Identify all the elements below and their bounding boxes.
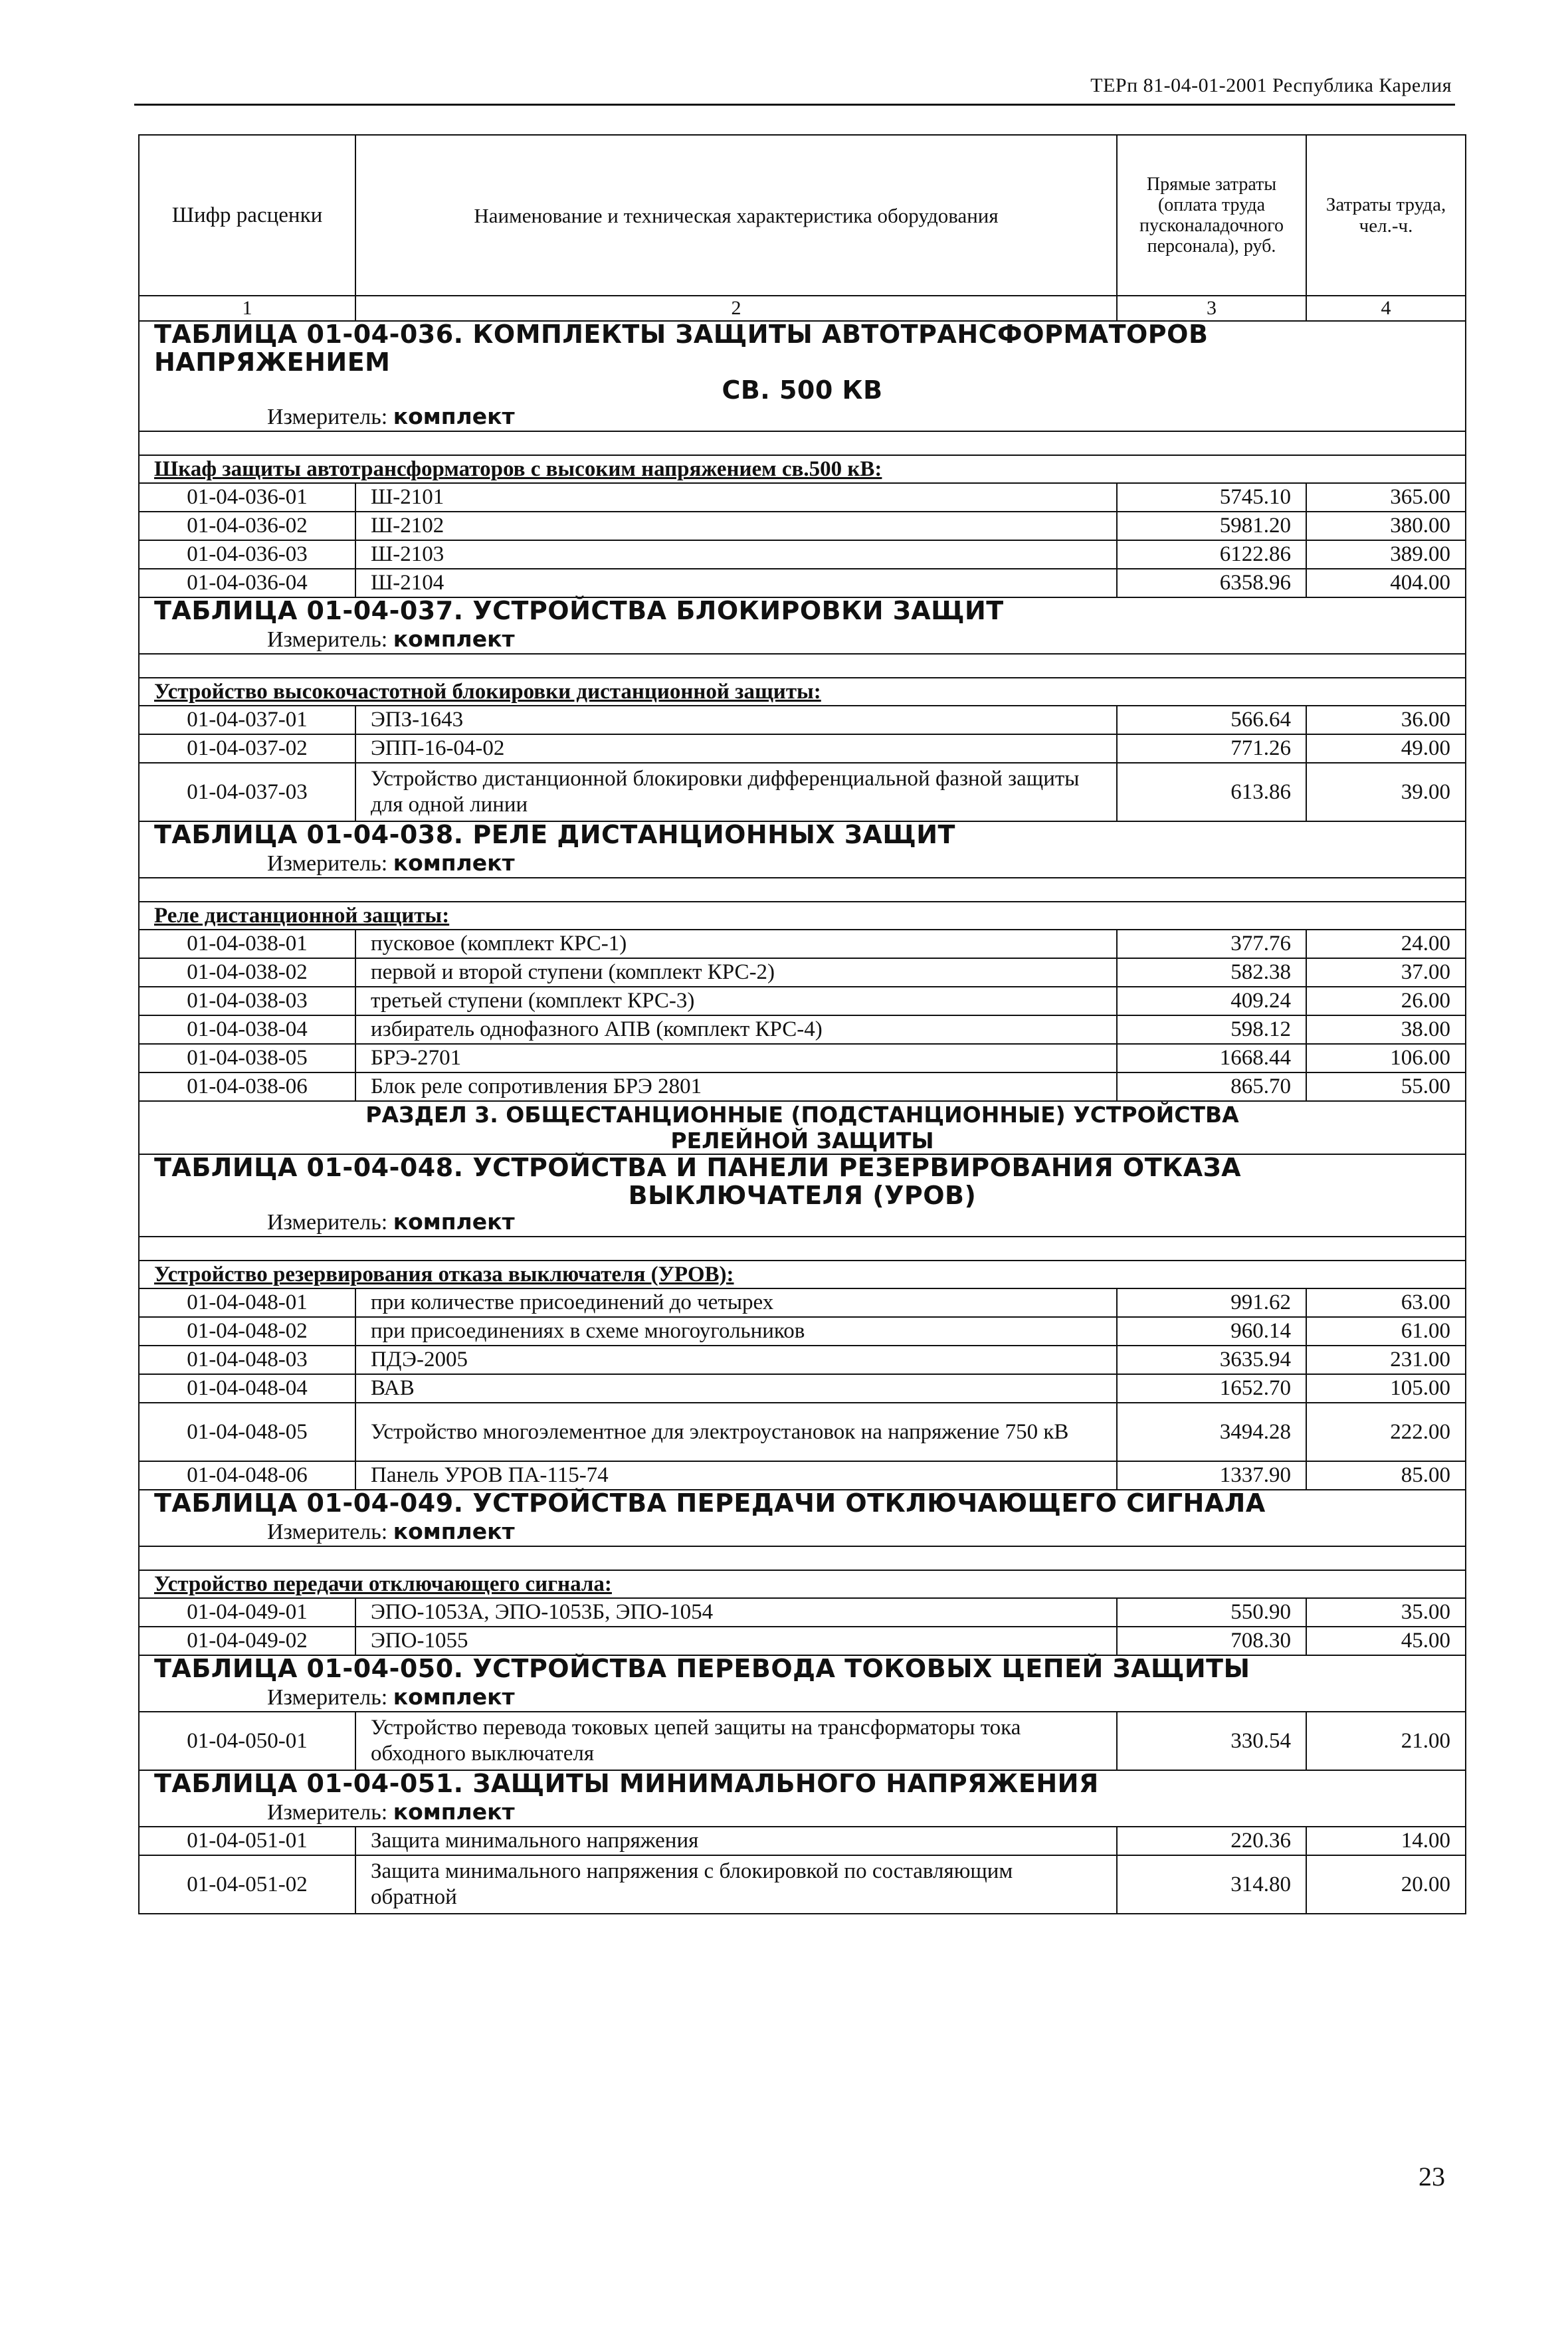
table-title: ТАБЛИЦА 01-04-038. РЕЛЕ ДИСТАНЦИОННЫХ ЗАЩИТ: [154, 820, 955, 849]
table-row: [139, 987, 1466, 1015]
table-subheading: Устройство высокочастотной блокировки дистанционной защиты:: [139, 678, 1466, 706]
table-title: ТАБЛИЦА 01-04-049. УСТРОЙСТВА ПЕРЕДАЧИ ОТКЛЮЧАЮЩЕГО СИГНАЛА: [154, 1488, 1266, 1518]
table-caption-row: [139, 1154, 1466, 1237]
row-name: БРЭ-2701: [355, 1044, 1117, 1072]
table-title: ТАБЛИЦА 01-04-036. КОМПЛЕКТЫ ЗАЩИТЫ АВТОТРАНСФОРМАТОРОВ НАПРЯЖЕНИЕМ: [154, 320, 1209, 377]
row-labor: 231.00: [1306, 1346, 1466, 1374]
row-labor: 106.00: [1306, 1044, 1466, 1072]
row-name: Ш-2104: [355, 569, 1117, 597]
table-subheading: Шкаф защиты автотрансформаторов с высоким напряжением св.500 кВ:: [139, 455, 1466, 483]
row-cost: 550.90: [1117, 1598, 1306, 1627]
measure-unit: комплект: [393, 850, 515, 876]
row-cost: 708.30: [1117, 1627, 1306, 1655]
row-cost: 566.64: [1117, 706, 1306, 734]
row-cost: 3494.28: [1117, 1403, 1306, 1461]
row-code: 01-04-036-03: [139, 540, 355, 569]
row-cost: 960.14: [1117, 1317, 1306, 1346]
row-cost: 5745.10: [1117, 483, 1306, 512]
table-title: ТАБЛИЦА 01-04-051. ЗАЩИТЫ МИНИМАЛЬНОГО НАПРЯЖЕНИЯ: [154, 1769, 1099, 1798]
row-name: при количестве присоединений до четырех: [355, 1288, 1117, 1317]
row-name: ВАВ: [355, 1374, 1117, 1403]
row-labor: 63.00: [1306, 1288, 1466, 1317]
table-row: [139, 706, 1466, 734]
row-cost: 3635.94: [1117, 1346, 1306, 1374]
row-cost: 220.36: [1117, 1827, 1306, 1855]
table-row: [139, 1461, 1466, 1490]
row-cost: 865.70: [1117, 1072, 1306, 1101]
measure-label: Измеритель: комплект: [267, 1518, 515, 1544]
table-row: [139, 1712, 1466, 1770]
row-labor: 380.00: [1306, 512, 1466, 540]
row-name: пусковое (комплект КРС-1): [355, 930, 1117, 958]
table-row: [139, 734, 1466, 763]
table-caption: [139, 1655, 1466, 1712]
table-title-continued: СВ. 500 КВ: [722, 375, 883, 405]
row-cost: 582.38: [1117, 958, 1306, 987]
table-caption-row: [139, 821, 1466, 878]
row-name: при присоединениях в схеме многоугольников: [355, 1317, 1117, 1346]
row-code: 01-04-048-02: [139, 1317, 355, 1346]
row-name: Ш-2102: [355, 512, 1117, 540]
row-name: ПДЭ-2005: [355, 1346, 1117, 1374]
row-name: ЭПО-1053А, ЭПО-1053Б, ЭПО-1054: [355, 1598, 1117, 1627]
table-title: ТАБЛИЦА 01-04-037. УСТРОЙСТВА БЛОКИРОВКИ ЗАЩИТ: [154, 596, 1004, 625]
row-code: 01-04-051-01: [139, 1827, 355, 1855]
row-cost: 771.26: [1117, 734, 1306, 763]
page-number: 23: [1419, 2162, 1445, 2191]
row-code: 01-04-049-02: [139, 1627, 355, 1655]
table-row: [139, 763, 1466, 821]
row-cost: 377.76: [1117, 930, 1306, 958]
table-caption: [139, 1490, 1466, 1546]
row-code: 01-04-036-01: [139, 483, 355, 512]
spacer: [139, 1546, 1466, 1570]
row-name: первой и второй ступени (комплект КРС-2): [355, 958, 1117, 987]
row-code: 01-04-048-04: [139, 1374, 355, 1403]
row-labor: 21.00: [1306, 1712, 1466, 1770]
table-caption: [139, 597, 1466, 654]
table-caption-row: [139, 1770, 1466, 1827]
table-row: [139, 1827, 1466, 1855]
row-code: 01-04-038-06: [139, 1072, 355, 1101]
row-labor: 26.00: [1306, 987, 1466, 1015]
table-row: [139, 483, 1466, 512]
row-code: 01-04-036-02: [139, 512, 355, 540]
column-number-row: [139, 296, 1466, 321]
table-row: [139, 1855, 1466, 1914]
table-subheading: Устройство передачи отключающего сигнала:: [139, 1570, 1466, 1598]
table-caption-row: [139, 1655, 1466, 1712]
row-labor: 35.00: [1306, 1598, 1466, 1627]
table-title: ТАБЛИЦА 01-04-048. УСТРОЙСТВА И ПАНЕЛИ РЕЗЕРВИРОВАНИЯ ОТКАЗА: [154, 1153, 1242, 1182]
row-labor: 36.00: [1306, 706, 1466, 734]
row-cost: 330.54: [1117, 1712, 1306, 1770]
row-labor: 39.00: [1306, 763, 1466, 821]
row-name: Защита минимального напряжения: [355, 1827, 1117, 1855]
row-code: 01-04-049-01: [139, 1598, 355, 1627]
table-row: [139, 569, 1466, 597]
table-row: [139, 1374, 1466, 1403]
row-labor: 222.00: [1306, 1403, 1466, 1461]
table-row: [139, 1403, 1466, 1461]
row-code: 01-04-038-02: [139, 958, 355, 987]
row-cost: 314.80: [1117, 1855, 1306, 1914]
table-caption-row: [139, 321, 1466, 431]
column-number: 3: [1117, 296, 1306, 321]
measure-label: Измеритель: комплект: [267, 1799, 515, 1825]
measure-label: Измеритель: комплект: [267, 403, 515, 429]
table-row: [139, 930, 1466, 958]
column-number: 1: [139, 296, 355, 321]
row-cost: 1668.44: [1117, 1044, 1306, 1072]
row-name: Устройство многоэлементное для электроустановок на напряжение 750 кВ: [355, 1403, 1117, 1461]
row-name: избиратель однофазного АПВ (комплект КРС-4): [355, 1015, 1117, 1044]
table-row: [139, 958, 1466, 987]
row-labor: 404.00: [1306, 569, 1466, 597]
row-labor: 38.00: [1306, 1015, 1466, 1044]
table-row: [139, 1627, 1466, 1655]
row-cost: 1652.70: [1117, 1374, 1306, 1403]
row-code: 01-04-048-06: [139, 1461, 355, 1490]
table-row: [139, 1072, 1466, 1101]
row-code: 01-04-050-01: [139, 1712, 355, 1770]
table-caption: [139, 821, 1466, 878]
row-name: Устройство дистанционной блокировки дифференциальной фазной защиты для одной линии: [355, 763, 1117, 821]
row-name: Ш-2103: [355, 540, 1117, 569]
spacer: [139, 431, 1466, 455]
table-subheading: Реле дистанционной защиты:: [139, 902, 1466, 930]
table-row: [139, 540, 1466, 569]
row-name: третьей ступени (комплект КРС-3): [355, 987, 1117, 1015]
table-row: [139, 1317, 1466, 1346]
row-labor: 105.00: [1306, 1374, 1466, 1403]
row-labor: 24.00: [1306, 930, 1466, 958]
spacer: [139, 654, 1466, 678]
row-cost: 409.24: [1117, 987, 1306, 1015]
row-code: 01-04-038-04: [139, 1015, 355, 1044]
row-name: ЭПП-16-04-02: [355, 734, 1117, 763]
row-labor: 20.00: [1306, 1855, 1466, 1914]
column-number: 4: [1306, 296, 1466, 321]
row-labor: 37.00: [1306, 958, 1466, 987]
row-cost: 5981.20: [1117, 512, 1306, 540]
row-labor: 49.00: [1306, 734, 1466, 763]
measure-label: Измеритель: комплект: [267, 626, 515, 652]
row-code: 01-04-037-01: [139, 706, 355, 734]
price-table: [138, 134, 1466, 1914]
table-row: [139, 1044, 1466, 1072]
row-name: Панель УРОВ ПА-115-74: [355, 1461, 1117, 1490]
row-code: 01-04-048-03: [139, 1346, 355, 1374]
table-caption-row: [139, 597, 1466, 654]
column-header-name: Наименование и техническая характеристика оборудования: [355, 135, 1117, 296]
measure-unit: комплект: [393, 403, 515, 429]
row-code: 01-04-038-01: [139, 930, 355, 958]
row-code: 01-04-038-05: [139, 1044, 355, 1072]
row-labor: 55.00: [1306, 1072, 1466, 1101]
measure-label: Измеритель: комплект: [267, 1209, 515, 1235]
table-row: [139, 512, 1466, 540]
measure-unit: комплект: [393, 1518, 515, 1544]
table-row: [139, 1598, 1466, 1627]
column-header-row: [139, 135, 1466, 296]
row-cost: 991.62: [1117, 1288, 1306, 1317]
row-name: Ш-2101: [355, 483, 1117, 512]
header-rule: [134, 104, 1455, 106]
column-header-cost: Прямые затраты (оплата труда пусконаладочного персонала), руб.: [1117, 135, 1306, 296]
table-title: ТАБЛИЦА 01-04-050. УСТРОЙСТВА ПЕРЕВОДА ТОКОВЫХ ЦЕПЕЙ ЗАЩИТЫ: [154, 1654, 1250, 1683]
table-title-continued: ВЫКЛЮЧАТЕЛЯ (УРОВ): [628, 1181, 977, 1210]
column-header-labor: Затраты труда, чел.-ч.: [1306, 135, 1466, 296]
spacer: [139, 878, 1466, 902]
table-row: [139, 1346, 1466, 1374]
table-caption: [139, 1770, 1466, 1827]
row-labor: 61.00: [1306, 1317, 1466, 1346]
row-labor: 389.00: [1306, 540, 1466, 569]
row-cost: 598.12: [1117, 1015, 1306, 1044]
column-header-code: Шифр расценки: [139, 135, 355, 296]
row-labor: 14.00: [1306, 1827, 1466, 1855]
row-code: 01-04-048-01: [139, 1288, 355, 1317]
row-cost: 613.86: [1117, 763, 1306, 821]
column-number: 2: [355, 296, 1117, 321]
row-name: ЭПО-1055: [355, 1627, 1117, 1655]
row-labor: 85.00: [1306, 1461, 1466, 1490]
measure-unit: комплект: [393, 1209, 515, 1235]
row-labor: 365.00: [1306, 483, 1466, 512]
row-cost: 6358.96: [1117, 569, 1306, 597]
row-code: 01-04-037-03: [139, 763, 355, 821]
row-code: 01-04-036-04: [139, 569, 355, 597]
row-name: ЭПЗ-1643: [355, 706, 1117, 734]
table-caption: [139, 1154, 1466, 1237]
row-cost: 6122.86: [1117, 540, 1306, 569]
measure-unit: комплект: [393, 1799, 515, 1825]
table-row: [139, 1015, 1466, 1044]
table-caption: [139, 321, 1466, 431]
measure-unit: комплект: [393, 626, 515, 652]
row-code: 01-04-037-02: [139, 734, 355, 763]
row-name: Блок реле сопротивления БРЭ 2801: [355, 1072, 1117, 1101]
table-row: [139, 1288, 1466, 1317]
row-labor: 45.00: [1306, 1627, 1466, 1655]
spacer: [139, 1237, 1466, 1261]
row-name: Защита минимального напряжения с блокировкой по составляющим обратной: [355, 1855, 1117, 1914]
measure-label: Измеритель: комплект: [267, 1684, 515, 1710]
section-heading-row: [139, 1101, 1466, 1154]
table-subheading: Устройство резервирования отказа выключателя (УРОВ):: [139, 1261, 1466, 1288]
document-reference: ТЕРп 81-04-01-2001 Республика Карелия: [1090, 74, 1452, 96]
row-name: Устройство перевода токовых цепей защиты на трансформаторы тока обходного выключателя: [355, 1712, 1117, 1770]
section-heading: РАЗДЕЛ 3. ОБЩЕСТАНЦИОННЫЕ (ПОДСТАНЦИОННЫЕ) УСТРОЙСТВА РЕЛЕЙНОЙ ЗАЩИТЫ: [139, 1101, 1466, 1154]
price-table-document: [138, 134, 1465, 1914]
measure-unit: комплект: [393, 1684, 515, 1710]
row-cost: 1337.90: [1117, 1461, 1306, 1490]
row-code: 01-04-051-02: [139, 1855, 355, 1914]
measure-label: Измеритель: комплект: [267, 850, 515, 876]
row-code: 01-04-048-05: [139, 1403, 355, 1461]
table-caption-row: [139, 1490, 1466, 1546]
row-code: 01-04-038-03: [139, 987, 355, 1015]
